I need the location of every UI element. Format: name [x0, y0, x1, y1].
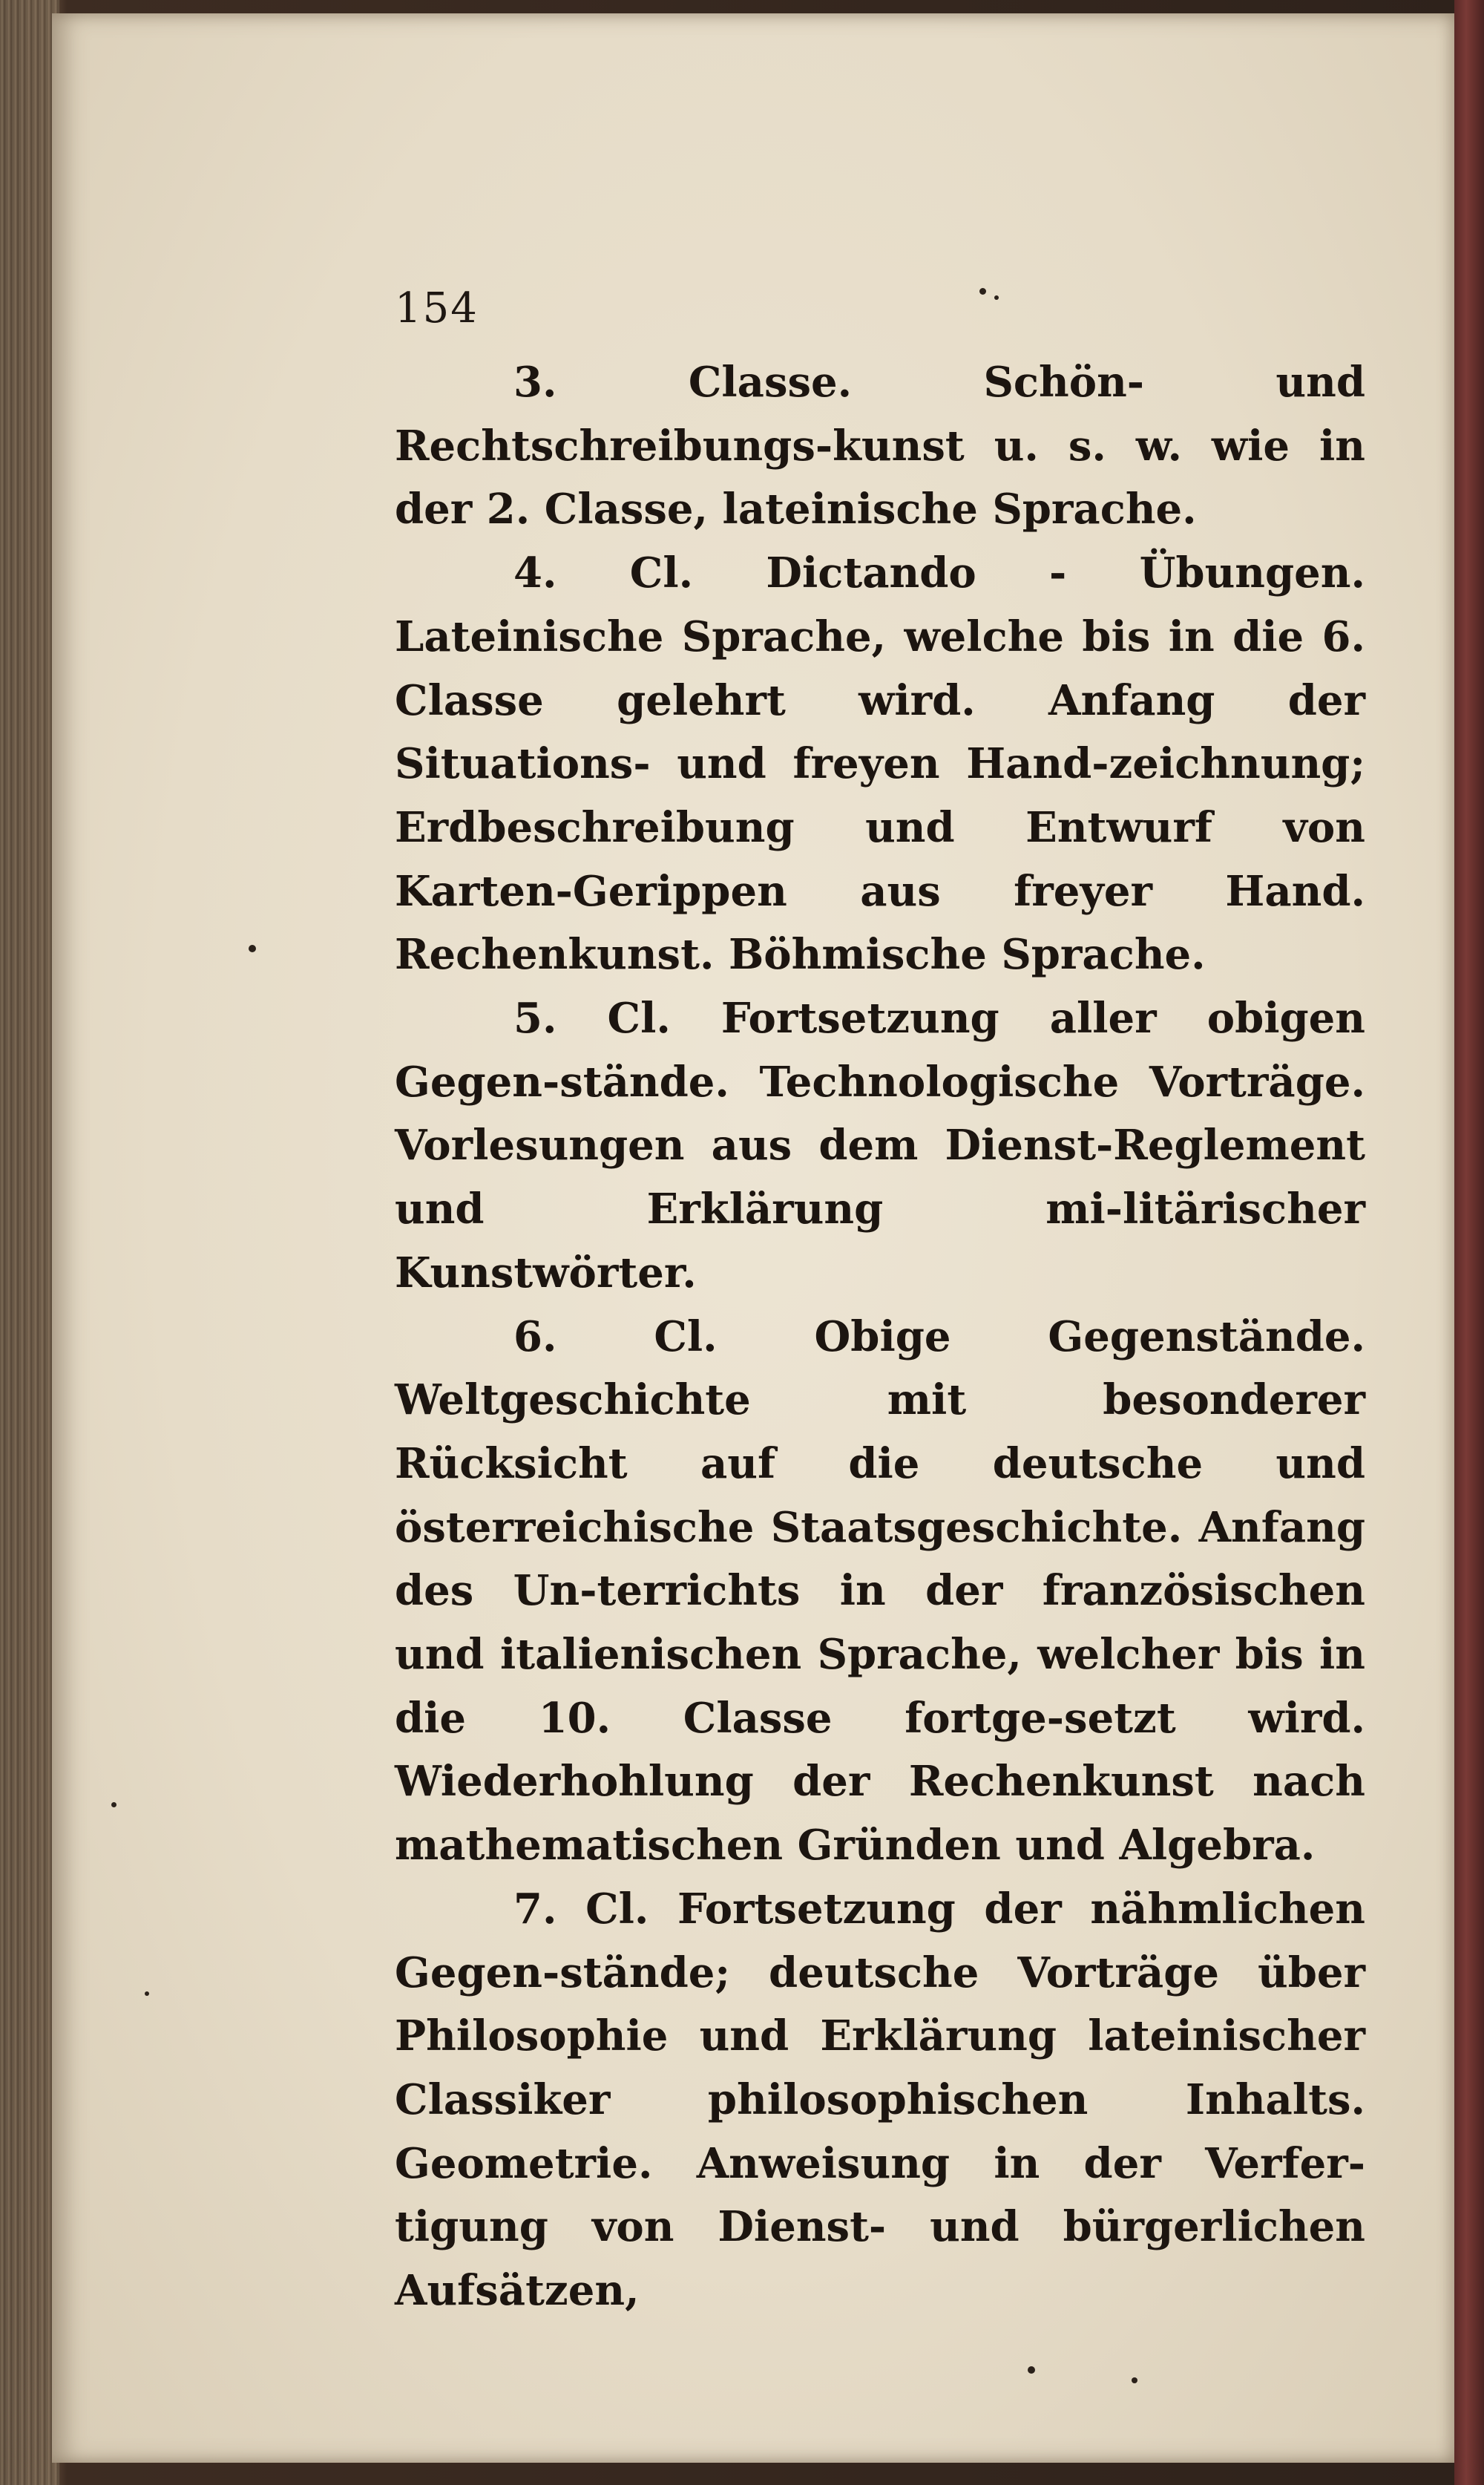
paragraph-class-3: 3. Classe. Schön- und Rechtschreibungs-kunst u. s. w. wie in der 2. Classe, lateinische Sprache. [395, 358, 1365, 534]
paragraph-class-6: 6. Cl. Obige Gegenstände. Weltgeschichte mit besonderer Rücksicht auf die deutsche und österreichische Staatsgeschichte. Anfang des Un-terrichts in der französischen und italienischen Sprache, welcher bis in die 10. Classe fortge-setzt wird. Wiederhohlung der Rechenkunst nach mathematischen Gründen und Algebra. [395, 1312, 1365, 1870]
page-edges [0, 0, 59, 2485]
paragraph-class-7: 7. Cl. Fortsetzung der nähmlichen Gegen-stände; deutsche Vorträge über Philosophie und Erklärung lateinischer Classiker philosophischen Inhalts. Geometrie. Anweisung in der Verfer-tigung von Dienst- und bürgerlichen Aufsätzen, [395, 1884, 1365, 2316]
foxing-speck [249, 945, 256, 952]
book-cover-edge [1454, 0, 1484, 2485]
book-page [52, 13, 1454, 2463]
paragraph-class-5: 5. Cl. Fortsetzung aller obigen Gegen-stände. Technologische Vorträge. Vorlesungen aus dem Dienst-Reglement und Erklärung mi-litärischer Kunstwörter. [395, 994, 1365, 1297]
page-body [395, 351, 1365, 2323]
paragraph-class-4: 4. Cl. Dictando - Übungen. Lateinische Sprache, welche bis in die 6. Classe gelehrt wird. Anfang der Situations- und freyen Hand-zeichnung; Erdbeschreibung und Entwurf von Karten-Gerippen aus freyer Hand. Rechenkunst. Böhmische Sprache. [395, 549, 1365, 980]
foxing-speck [979, 288, 986, 295]
foxing-speck [994, 295, 999, 300]
page-number: 154 [395, 284, 479, 333]
foxing-speck [111, 1802, 116, 1807]
foxing-speck [1132, 2377, 1137, 2383]
foxing-speck [1028, 2366, 1035, 2374]
foxing-speck [145, 1991, 149, 1996]
